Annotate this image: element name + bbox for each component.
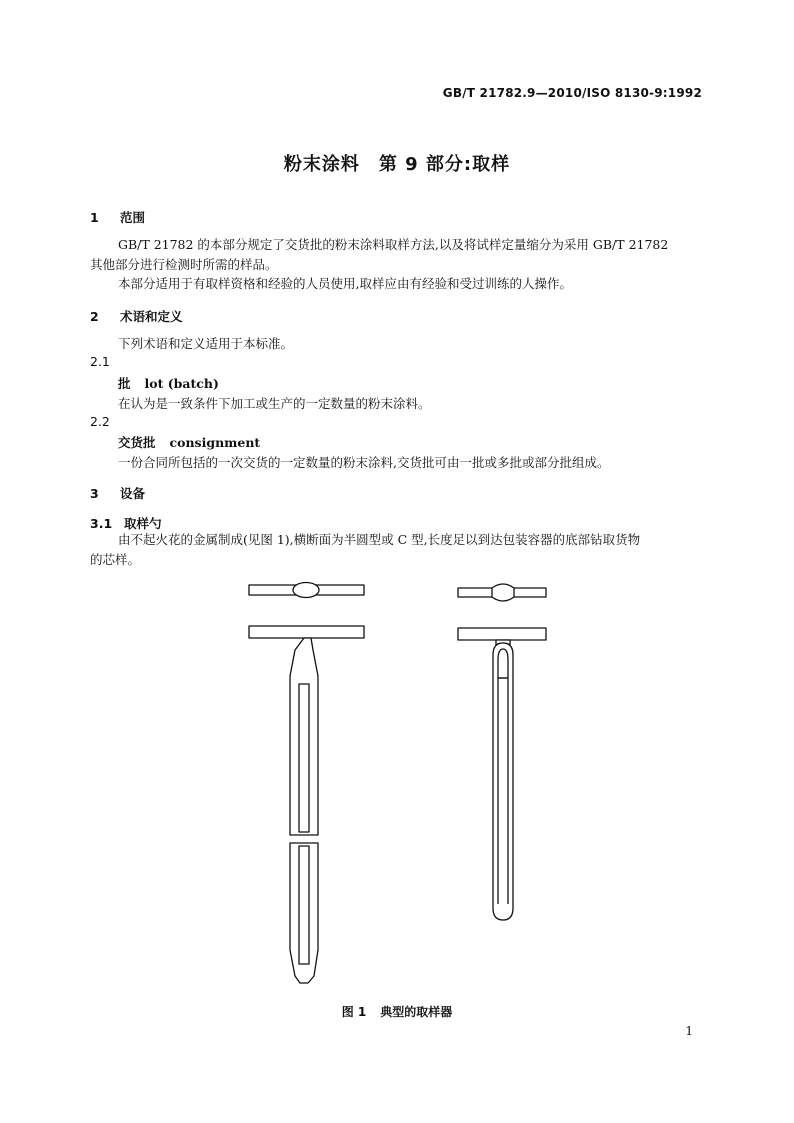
figure-number: 图 1 [341,1005,367,1019]
shaft-eye [498,649,508,678]
section-number: 2 [90,309,99,324]
text-line: GB/T 21782 的本部分规定了交货批的粉末涂料取样方法,以及将试样定量缩分为采用 GB/T 21782 [118,237,669,252]
term-2-2-number: 2.2 [90,414,110,429]
term-cn: 交货批 [118,435,156,450]
right-sampler-top-view [458,584,546,601]
term-en: consignment [169,435,261,450]
term-cn: 批 [118,376,131,391]
page-number: 1 [685,1024,693,1038]
text-line: 的芯样。 [90,552,141,567]
section-number: 3 [90,486,99,501]
shaft-slot [299,684,309,832]
term-2-1-number: 2.1 [90,354,110,369]
left-sampler-front-view [249,626,364,983]
subsection-title: 取样勺 [124,516,162,531]
text-line: 由不起火花的金属制成(见图 1),横断面为半圆型或 C 型,长度足以到达包装容器的底部钻取货物 [118,532,641,547]
right-sampler-front-view [458,628,546,920]
handle-hub [293,583,319,598]
text-line: 本部分适用于有取样资格和经验的人员使用,取样应由有经验和受过训练的人操作。 [118,276,572,291]
standard-code: GB/T 21782.9—2010/ISO 8130-9:1992 [442,86,702,100]
subsection-number: 3.1 [90,516,113,531]
text-line: 一份合同所包括的一次交货的一定数量的粉末涂料,交货批可由一批或多批或部分批组成。 [118,455,610,470]
handle-bar [249,626,364,638]
handle-bar [458,628,546,640]
shaft [493,643,513,920]
text-line: 其他部分进行检测时所需的样品。 [90,257,278,272]
text-line: 下列术语和定义适用于本标准。 [118,336,294,351]
section-title: 设备 [120,486,146,501]
shaft-slot [299,846,309,964]
left-sampler-top-view [249,583,364,598]
text-line: 在认为是一致条件下加工或生产的一定数量的粉末涂料。 [118,396,431,411]
section-title: 范围 [120,210,146,225]
section-title: 术语和定义 [120,309,183,324]
handle-hub [492,584,514,601]
document-title: 粉末涂料 第 9 部分:取样 [283,154,511,175]
figure-title: 典型的取样器 [380,1005,453,1019]
term-en: lot (batch) [144,376,219,391]
figure-caption [0,1003,794,1020]
section-number: 1 [90,210,99,225]
